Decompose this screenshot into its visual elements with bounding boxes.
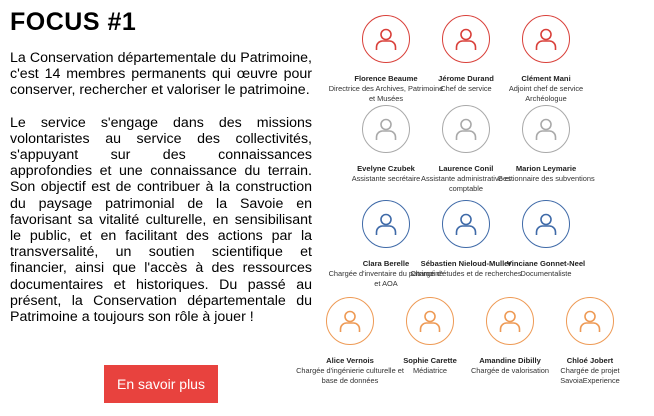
intro-paragraph: La Conservation départementale du Patrimoine, c'est 14 membres permanents qui œuvre pour conserver, rechercher et valoriser le patrimoine. <box>10 50 312 99</box>
avatar <box>522 200 570 248</box>
user-icon <box>497 308 523 334</box>
member-name: Sébastien Nieloud-Muller <box>420 259 512 268</box>
team-member <box>488 15 604 104</box>
member-role: Chargé d'études et de recherches <box>410 269 522 278</box>
user-icon <box>533 116 559 142</box>
user-icon <box>577 308 603 334</box>
avatar <box>326 297 374 345</box>
user-icon <box>453 211 479 237</box>
learn-more-button[interactable]: En savoir plus <box>104 365 218 403</box>
mission-paragraph: Le service s'engage dans des missions volontaristes au service des collectivités, s'appuyant sur des connaissances approfondies et une connaissance du terrain. Son objectif est de contribuer à la construction du paysage patrimonial de la Savoie en favorisant sa vitalité culturelle, en sensibilisant le public, et en facilitant des actions par la transversalité, un soutien scientifique et financier, ainsi que l'accès à des ressources documentaires et historiques. Du passé au présent, la Conservation départementale du Patrimoine a toujours son rôle à jouer ! <box>10 114 312 326</box>
member-role: Chargée d'inventaire du patrimoine et AOA <box>328 269 444 288</box>
member-role: Chef de service <box>440 84 492 93</box>
member-name: Vinciane Gonnet-Neel <box>506 259 586 268</box>
user-icon <box>337 308 363 334</box>
avatar <box>486 297 534 345</box>
user-icon <box>533 211 559 237</box>
member-name: Amandine Dibilly <box>479 356 541 365</box>
member-name: Sophie Carette <box>403 356 457 365</box>
avatar <box>442 200 490 248</box>
avatar <box>566 297 614 345</box>
member-role: Assistante administrative et comptable <box>421 174 511 193</box>
avatar <box>362 200 410 248</box>
member-role: Gestionnaire des subventions <box>497 174 595 183</box>
member-name: Evelyne Czubek <box>357 164 415 173</box>
avatar <box>522 105 570 153</box>
member-role: Chargée de valorisation <box>470 366 550 375</box>
user-icon <box>453 26 479 52</box>
member-name: Alice Vernois <box>326 356 374 365</box>
member-name: Laurence Conil <box>438 164 494 173</box>
member-name: Marion Leymarie <box>515 164 577 173</box>
user-icon <box>417 308 443 334</box>
team-member <box>488 105 604 184</box>
member-name: Clément Mani <box>521 74 571 83</box>
member-role: Chargée d'ingénierie culturelle et base de données <box>296 366 404 385</box>
team-grid <box>296 0 654 416</box>
member-role: Chargée de projet SavoiaExperience <box>560 366 620 385</box>
member-role: Assistante secrétaire <box>351 174 421 183</box>
member-role: Adjoint chef de service Archéologue <box>508 84 584 103</box>
avatar <box>442 105 490 153</box>
user-icon <box>533 26 559 52</box>
avatar <box>406 297 454 345</box>
member-name: Clara Berelle <box>362 259 410 268</box>
intro-column <box>10 0 312 325</box>
team-member <box>532 297 648 386</box>
member-role: Médiatrice <box>412 366 448 375</box>
member-name: Florence Beaume <box>354 74 418 83</box>
member-role: Directrice des Archives, Patrimoine et Musées <box>328 84 444 103</box>
avatar <box>362 105 410 153</box>
avatar <box>522 15 570 63</box>
user-icon <box>373 116 399 142</box>
member-role: Documentaliste <box>520 269 572 278</box>
member-name: Jérome Durand <box>438 74 494 83</box>
member-name: Chloé Jobert <box>566 356 614 365</box>
user-icon <box>373 26 399 52</box>
team-member <box>488 200 604 279</box>
avatar <box>442 15 490 63</box>
page-title: FOCUS #1 <box>10 8 137 36</box>
user-icon <box>373 211 399 237</box>
avatar <box>362 15 410 63</box>
user-icon <box>453 116 479 142</box>
